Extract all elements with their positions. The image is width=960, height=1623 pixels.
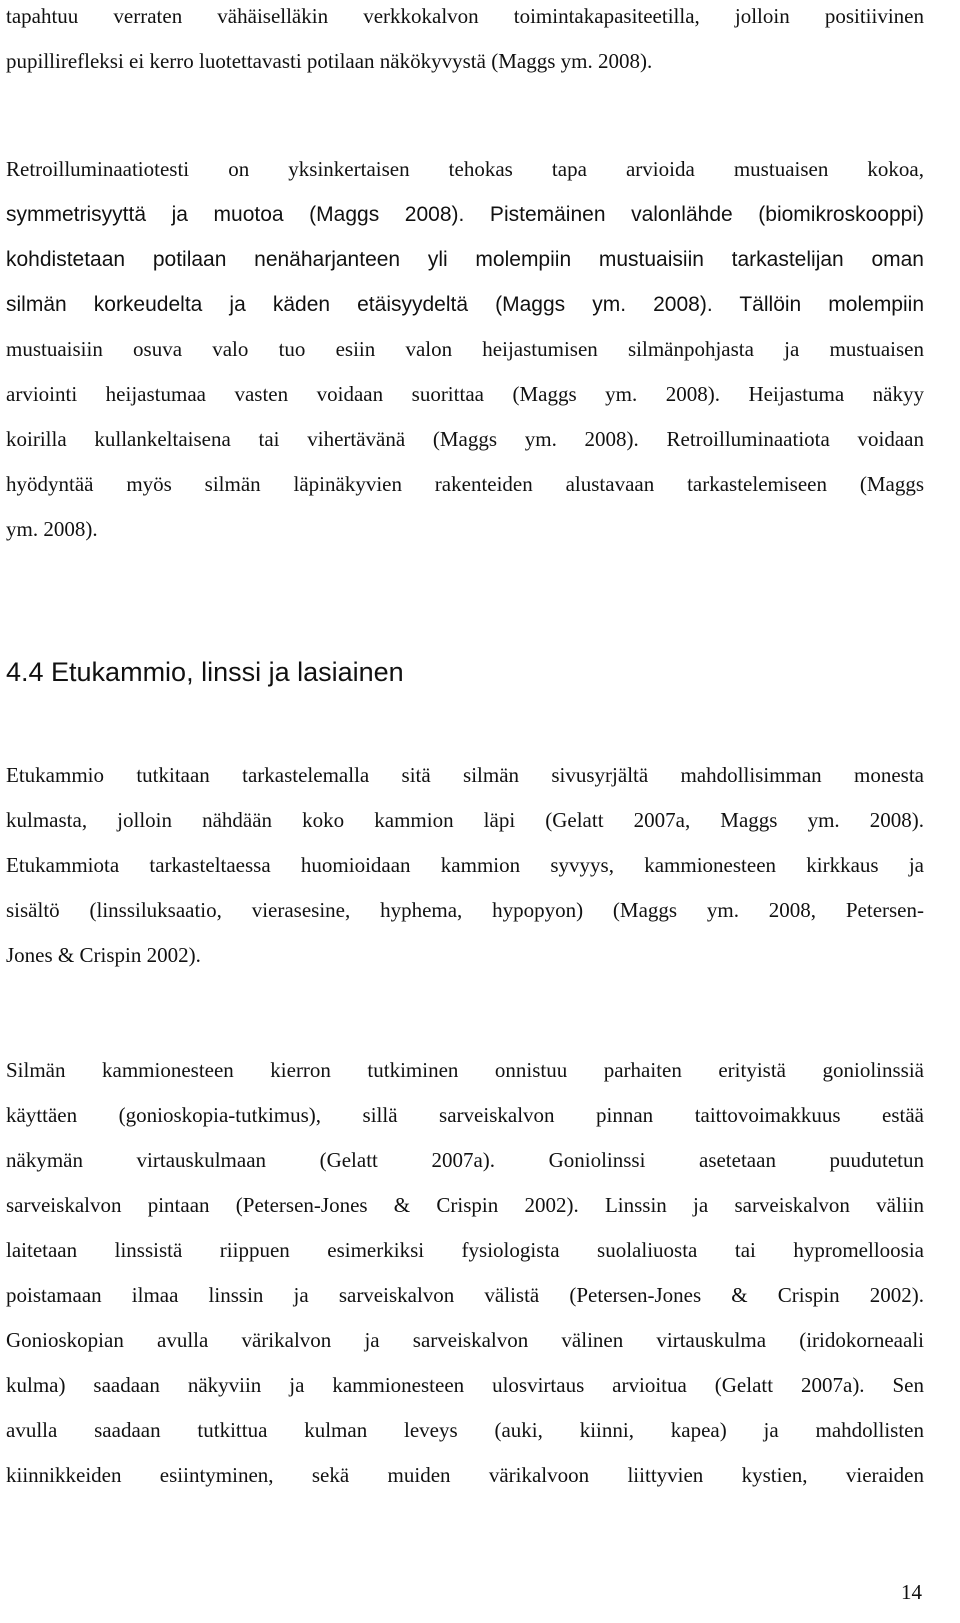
text-line: arviointi heijastumaa vasten voidaan suorittaa (Maggs ym. 2008). Heijastuma näkyy xyxy=(6,382,924,406)
text-line: poistamaan ilmaa linssin ja sarveiskalvon välistä (Petersen-Jones & Crispin 2002). xyxy=(6,1283,924,1307)
text-line: hyödyntää myös silmän läpinäkyvien rakenteiden alustavaan tarkastelemiseen (Maggs xyxy=(6,472,924,496)
paragraph-gonioscopy xyxy=(6,1048,924,1498)
text-line: Etukammiota tarkasteltaessa huomioidaan kammion syvyys, kammionesteen kirkkaus ja xyxy=(6,853,924,877)
text-line: ym. 2008). xyxy=(6,517,98,541)
text-line: kulmasta, jolloin nähdään koko kammion läpi (Gelatt 2007a, Maggs ym. 2008). xyxy=(6,808,924,832)
text-line: symmetrisyyttä ja muotoa (Maggs 2008). Pistemäinen valonlähde (biomikroskooppi) xyxy=(6,203,924,226)
text-line: Etukammio tutkitaan tarkastelemalla sitä silmän sivusyrjältä mahdollisimman monesta xyxy=(6,763,924,787)
paragraph-pupillary-reflex xyxy=(6,0,924,84)
text-line: Jones & Crispin 2002). xyxy=(6,943,201,967)
text-line: kulma) saadaan näkyviin ja kammionesteen ulosvirtaus arvioitua (Gelatt 2007a). Sen xyxy=(6,1373,924,1397)
section-heading: 4.4 Etukammio, linssi ja lasiainen xyxy=(6,657,404,687)
text-line: sarveiskalvon pintaan (Petersen-Jones & Crispin 2002). Linssin ja sarveiskalvon väliin xyxy=(6,1193,924,1217)
text-line: Gonioskopian avulla värikalvon ja sarveiskalvon välinen virtauskulma (iridokorneaali xyxy=(6,1328,924,1352)
text-line: kiinnikkeiden esiintyminen, sekä muiden värikalvoon liittyvien kystien, vieraiden xyxy=(6,1463,924,1487)
text-line: silmän korkeudelta ja käden etäisyydeltä (Maggs ym. 2008). Tällöin molempiin xyxy=(6,293,924,316)
text-line: laitetaan linssistä riippuen esimerkiksi fysiologista suolaliuosta tai hypromelloosia xyxy=(6,1238,924,1262)
text-line: tapahtuu verraten vähäiselläkin verkkokalvon toimintakapasiteetilla, jolloin positiivinen xyxy=(6,4,924,28)
text-line: avulla saadaan tutkittua kulman leveys (auki, kiinni, kapea) ja mahdollisten xyxy=(6,1418,924,1442)
text-line: koirilla kullankeltaisena tai vihertävänä (Maggs ym. 2008). Retroilluminaatiota voidaan xyxy=(6,427,924,451)
text-line: mustuaisiin osuva valo tuo esiin valon heijastumisen silmänpohjasta ja mustuaisen xyxy=(6,337,924,361)
text-line: käyttäen (gonioskopia-tutkimus), sillä sarveiskalvon pinnan taittovoimakkuus estää xyxy=(6,1103,924,1127)
text-line: kohdistetaan potilaan nenäharjanteen yli molempiin mustuaisiin tarkastelijan oman xyxy=(6,248,924,271)
text-line: pupillirefleksi ei kerro luotettavasti potilaan näkökyvystä (Maggs ym. 2008). xyxy=(6,49,653,73)
text-line: näkymän virtauskulmaan (Gelatt 2007a). Goniolinssi asetetaan puudutetun xyxy=(6,1148,924,1172)
paragraph-anterior-chamber xyxy=(6,753,924,978)
paragraph-retroillumination xyxy=(6,147,924,552)
page-number: 14 xyxy=(901,1580,922,1604)
text-line: Retroilluminaatiotesti on yksinkertaisen tehokas tapa arvioida mustuaisen kokoa, xyxy=(6,157,924,181)
text-line: sisältö (linssiluksaatio, vierasesine, hyphema, hypopyon) (Maggs ym. 2008, Petersen- xyxy=(6,898,924,922)
text-line: Silmän kammionesteen kierron tutkiminen onnistuu parhaiten erityistä goniolinssiä xyxy=(6,1058,924,1082)
